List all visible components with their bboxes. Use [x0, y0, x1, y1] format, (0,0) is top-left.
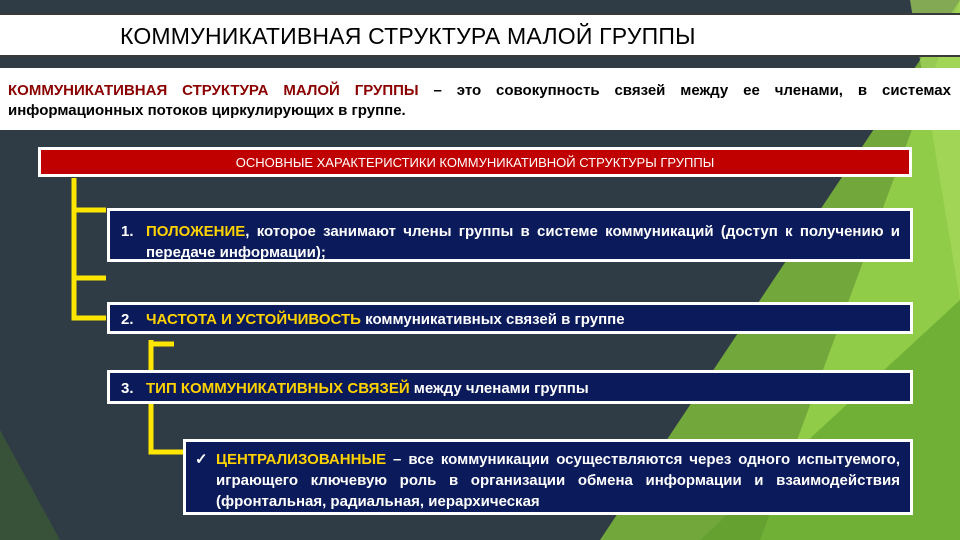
main-heading-bar — [38, 147, 912, 177]
item-text: , которое занимают члены группы в системе коммуникаций (доступ к получению и передаче информации); — [146, 223, 900, 261]
item-text: между членами группы — [409, 380, 589, 397]
item-highlight: ТИП КОММУНИКАТИВНЫХ СВЯЗЕЙ — [146, 380, 410, 397]
checkmark-icon: ✓ — [195, 451, 208, 468]
item-content — [146, 309, 900, 330]
item-text: коммуникативных связей в группе — [360, 311, 625, 328]
characteristic-item-3 — [107, 370, 913, 404]
page-title: КОММУНИКАТИВНАЯ СТРУКТУРА МАЛОЙ ГРУППЫ — [120, 23, 696, 49]
main-heading: ОСНОВНЫЕ ХАРАКТЕРИСТИКИ КОММУНИКАТИВНОЙ СТРУКТУРЫ ГРУППЫ — [235, 155, 715, 170]
item-number: 1. — [121, 223, 134, 240]
connector-bracket-main — [70, 178, 110, 323]
item-highlight: ПОЛОЖЕНИЕ — [146, 223, 246, 240]
characteristic-item-1 — [107, 208, 913, 262]
characteristic-item-2 — [107, 302, 913, 334]
subitem-centralized — [183, 439, 913, 515]
subitem-content — [216, 449, 900, 512]
definition-term: КОММУНИКАТИВНАЯ СТРУКТУРА МАЛОЙ ГРУППЫ — [8, 82, 419, 99]
definition-text: – это совокупность связей между ее членами, в системах информационных потоков циркулирующих в группе. — [8, 82, 951, 119]
item-highlight: ЧАСТОТА И УСТОЙЧИВОСТЬ — [146, 311, 361, 328]
item-content — [146, 221, 900, 263]
item-number: 2. — [121, 311, 134, 328]
title-bar — [0, 13, 960, 57]
item-content — [146, 378, 900, 399]
subitem-text: – все коммуникации осуществляются через одного испытуемого, играющего ключевую роль в организации обмена информации и взаимодействия (фронтальная, радиальная, иерархическая — [216, 451, 900, 510]
item-number: 3. — [121, 380, 134, 397]
definition-box — [0, 68, 960, 130]
subitem-highlight: ЦЕНТРАЛИЗОВАННЫЕ — [216, 451, 387, 468]
